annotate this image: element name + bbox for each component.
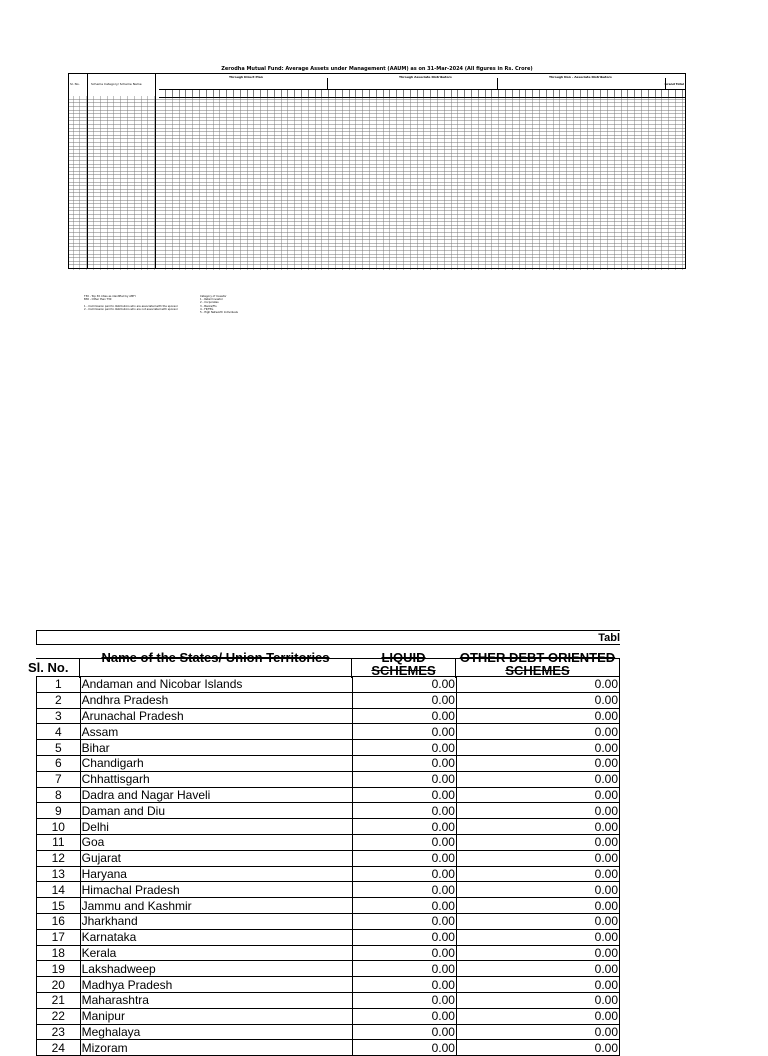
note-line: 5 - High Networth Individuals <box>200 310 238 314</box>
table-row <box>37 913 620 929</box>
row-liquid-value: 0.00 <box>353 913 457 929</box>
row-state-name: Dadra and Nagar Haveli <box>80 787 352 803</box>
sheet-title: Zerodha Mutual Fund: Average Assets under Management (AAUM) as on 31-Mar-2024 (All figures in Rs. Crore) <box>221 66 533 72</box>
row-other-debt-value: 0.00 <box>456 977 619 993</box>
row-sl-no: 4 <box>37 724 81 740</box>
table-row <box>37 834 620 850</box>
row-state-name: Haryana <box>80 866 352 882</box>
row-sl-no: 7 <box>37 771 81 787</box>
row-other-debt-value: 0.00 <box>456 755 619 771</box>
row-state-name: Himachal Pradesh <box>80 882 352 898</box>
table-row <box>37 961 620 977</box>
header-other-debt-text: OTHER DEBT ORIENTED SCHEMES <box>459 650 616 678</box>
sheet-scheme-header: Scheme Category/ Scheme Name <box>91 82 142 86</box>
row-liquid-value: 0.00 <box>353 866 457 882</box>
note-line: T30 - Top 30 cities as identified by AMFI <box>84 295 136 298</box>
row-sl-no: 15 <box>37 898 81 914</box>
table-row <box>37 787 620 803</box>
row-other-debt-value: 0.00 <box>456 1024 619 1040</box>
row-liquid-value: 0.00 <box>353 882 457 898</box>
table-row <box>37 677 620 692</box>
table-row <box>37 882 620 898</box>
row-other-debt-value: 0.00 <box>456 803 619 819</box>
row-sl-no: 11 <box>37 834 81 850</box>
note-line: 2 - Corporates <box>200 301 219 305</box>
row-state-name: Goa <box>80 834 352 850</box>
row-other-debt-value: 0.00 <box>456 961 619 977</box>
table-caption: Tabl <box>598 632 620 644</box>
note-line: 2 - Commission paid to distributors who are not associated with sponsor <box>84 307 178 311</box>
row-other-debt-value: 0.00 <box>456 913 619 929</box>
row-state-name: Lakshadweep <box>80 961 352 977</box>
row-sl-no: 12 <box>37 850 81 866</box>
row-state-name: Manipur <box>80 1008 352 1024</box>
row-liquid-value: 0.00 <box>353 708 457 724</box>
sheet-sl-header: Sl. No. <box>70 82 80 86</box>
table-row <box>37 1024 620 1040</box>
sheet-group-direct: Through Direct Plan <box>229 75 263 79</box>
row-sl-no: 22 <box>37 1008 81 1024</box>
row-state-name: Daman and Diu <box>80 803 352 819</box>
row-liquid-value: 0.00 <box>353 692 457 708</box>
row-liquid-value: 0.00 <box>353 803 457 819</box>
table-row <box>37 819 620 835</box>
row-state-name: Delhi <box>80 819 352 835</box>
sheet-divider <box>497 78 498 89</box>
table-row <box>37 992 620 1008</box>
table-row <box>37 977 620 993</box>
header-state-name-text: Name of the States/ Union Territories <box>101 650 330 665</box>
row-other-debt-value: 0.00 <box>456 1040 619 1056</box>
table-row <box>37 929 620 945</box>
row-state-name: Chandigarh <box>80 755 352 771</box>
row-sl-no: 6 <box>37 755 81 771</box>
row-state-name: Assam <box>80 724 352 740</box>
row-sl-no: 5 <box>37 740 81 756</box>
row-sl-no: 3 <box>37 708 81 724</box>
table-row <box>37 755 620 771</box>
table-row <box>37 803 620 819</box>
row-sl-no: 23 <box>37 1024 81 1040</box>
row-state-name: Madhya Pradesh <box>80 977 352 993</box>
row-sl-no: 9 <box>37 803 81 819</box>
row-state-name: Gujarat <box>80 850 352 866</box>
row-other-debt-value: 0.00 <box>456 740 619 756</box>
row-liquid-value: 0.00 <box>353 945 457 961</box>
row-other-debt-value: 0.00 <box>456 882 619 898</box>
row-other-debt-value: 0.00 <box>456 677 619 692</box>
row-state-name: Meghalaya <box>80 1024 352 1040</box>
row-liquid-value: 0.00 <box>353 961 457 977</box>
row-sl-no: 18 <box>37 945 81 961</box>
table-row <box>37 866 620 882</box>
row-liquid-value: 0.00 <box>353 819 457 835</box>
row-state-name: Chhattisgarh <box>80 771 352 787</box>
sheet-grid <box>68 73 686 269</box>
row-state-name: Jharkhand <box>80 913 352 929</box>
table-header <box>28 650 620 678</box>
row-other-debt-value: 0.00 <box>456 866 619 882</box>
row-sl-no: 2 <box>37 692 81 708</box>
row-other-debt-value: 0.00 <box>456 771 619 787</box>
row-sl-no: 16 <box>37 913 81 929</box>
header-liquid <box>352 650 456 678</box>
row-liquid-value: 0.00 <box>353 977 457 993</box>
header-sl-no-text: Sl. No. <box>28 660 69 675</box>
aaum-sheet-thumbnail <box>68 66 686 314</box>
sheet-data-rows <box>69 96 685 270</box>
table-row <box>37 708 620 724</box>
row-liquid-value: 0.00 <box>353 992 457 1008</box>
row-sl-no: 19 <box>37 961 81 977</box>
row-sl-no: 1 <box>37 677 81 692</box>
header-sl-no <box>28 659 79 678</box>
header-liquid-text: LIQUID SCHEMES <box>371 650 436 678</box>
note-line: 1 - Commission paid to distributors who are associated with the sponsor <box>84 304 178 308</box>
row-other-debt-value: 0.00 <box>456 819 619 835</box>
table-row <box>37 898 620 914</box>
row-other-debt-value: 0.00 <box>456 992 619 1008</box>
row-liquid-value: 0.00 <box>353 1008 457 1024</box>
row-liquid-value: 0.00 <box>353 677 457 692</box>
table-row <box>37 692 620 708</box>
row-liquid-value: 0.00 <box>353 1024 457 1040</box>
note-line: Category of Investor <box>200 295 227 298</box>
row-other-debt-value: 0.00 <box>456 787 619 803</box>
table-row <box>37 771 620 787</box>
row-state-name: Karnataka <box>80 929 352 945</box>
row-other-debt-value: 0.00 <box>456 692 619 708</box>
row-sl-no: 17 <box>37 929 81 945</box>
sheet-grand-total-header: Grand Total <box>664 82 684 86</box>
states-table-section <box>28 630 620 1055</box>
row-other-debt-value: 0.00 <box>456 708 619 724</box>
row-liquid-value: 0.00 <box>353 834 457 850</box>
row-other-debt-value: 0.00 <box>456 898 619 914</box>
row-liquid-value: 0.00 <box>353 771 457 787</box>
sheet-group-associate: Through Associate Distributors <box>399 75 452 79</box>
row-sl-no: 24 <box>37 1040 81 1056</box>
row-liquid-value: 0.00 <box>353 787 457 803</box>
sheet-divider <box>327 78 328 89</box>
row-liquid-value: 0.00 <box>353 724 457 740</box>
sheet-notes-left <box>84 295 178 311</box>
row-liquid-value: 0.00 <box>353 850 457 866</box>
sheet-notes-right <box>200 295 238 314</box>
note-line: 1 - Retail Investor <box>200 298 223 302</box>
row-liquid-value: 0.00 <box>353 1040 457 1056</box>
table-row <box>37 724 620 740</box>
row-state-name: Jammu and Kashmir <box>80 898 352 914</box>
row-state-name: Andaman and Nicobar Islands <box>80 677 352 692</box>
row-state-name: Andhra Pradesh <box>80 692 352 708</box>
row-other-debt-value: 0.00 <box>456 850 619 866</box>
table-row <box>37 945 620 961</box>
row-sl-no: 10 <box>37 819 81 835</box>
row-other-debt-value: 0.00 <box>456 724 619 740</box>
row-liquid-value: 0.00 <box>353 929 457 945</box>
sheet-group-non-associate: Through Non - Associate Distributors <box>549 75 612 79</box>
row-state-name: Mizoram <box>80 1040 352 1056</box>
table-row <box>37 1040 620 1056</box>
note-line: 4 - FII/FPIs <box>200 307 214 311</box>
row-sl-no: 13 <box>37 866 81 882</box>
row-sl-no: 14 <box>37 882 81 898</box>
states-table-body <box>37 677 620 1056</box>
table-row <box>37 1008 620 1024</box>
note-line: B30 - Other than T30 <box>84 298 112 302</box>
row-state-name: Arunachal Pradesh <box>80 708 352 724</box>
table-row <box>37 850 620 866</box>
header-state-name <box>79 650 352 678</box>
row-sl-no: 20 <box>37 977 81 993</box>
row-other-debt-value: 0.00 <box>456 1008 619 1024</box>
row-other-debt-value: 0.00 <box>456 929 619 945</box>
row-state-name: Kerala <box>80 945 352 961</box>
table-caption-row <box>36 630 620 645</box>
row-other-debt-value: 0.00 <box>456 834 619 850</box>
table-row <box>37 740 620 756</box>
row-sl-no: 8 <box>37 787 81 803</box>
row-liquid-value: 0.00 <box>353 898 457 914</box>
row-sl-no: 21 <box>37 992 81 1008</box>
states-table <box>36 677 620 1056</box>
header-other-debt <box>456 650 620 678</box>
row-other-debt-value: 0.00 <box>456 945 619 961</box>
row-liquid-value: 0.00 <box>353 740 457 756</box>
row-state-name: Maharashtra <box>80 992 352 1008</box>
note-line: 3 - Banks/FIs <box>200 304 217 308</box>
row-state-name: Bihar <box>80 740 352 756</box>
row-liquid-value: 0.00 <box>353 755 457 771</box>
